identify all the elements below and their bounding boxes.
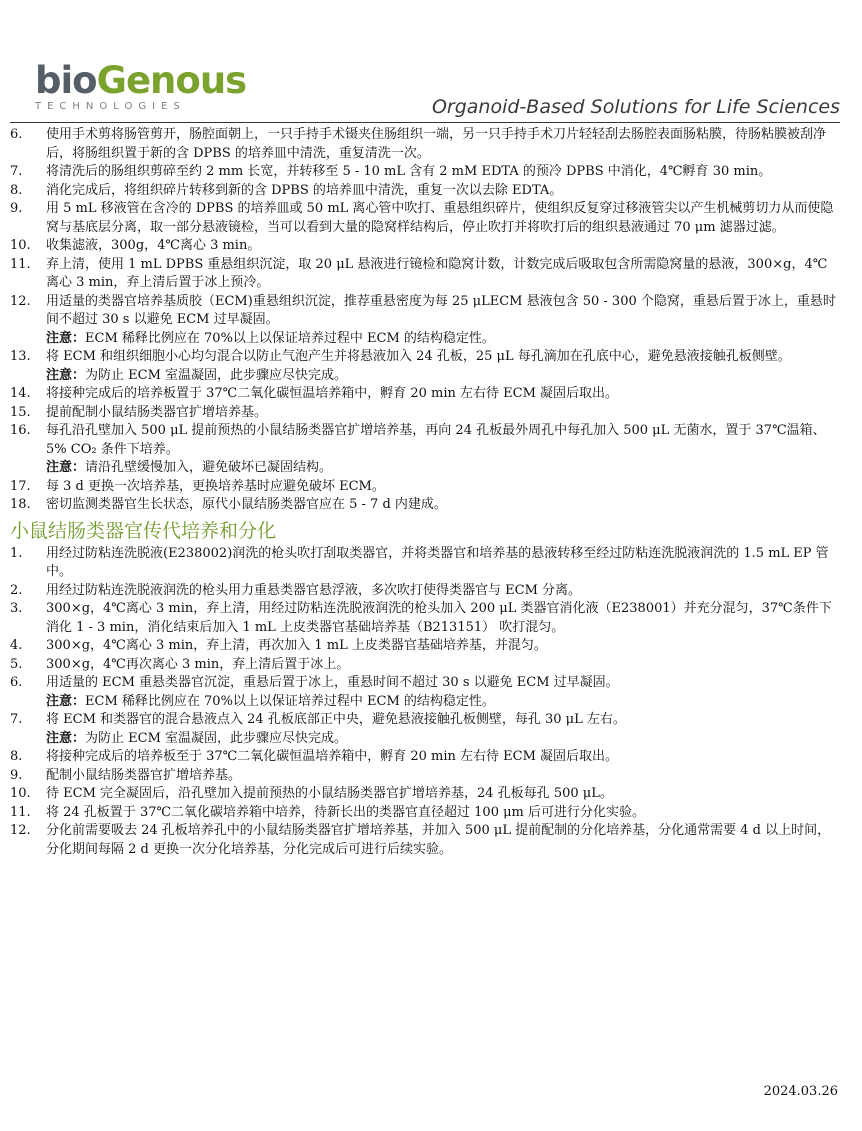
step-text: 收集滤液，300g，4℃离心 3 min。 [46,238,261,253]
step-number: 1. [10,545,23,561]
list-item [10,163,840,182]
section-title: 小鼠结肠类器官传代培养和分化 [10,519,277,542]
list-item [10,126,840,163]
list-item [10,478,840,497]
note-text: 为防止 ECM 室温凝固，此步骤应尽快完成。 [85,730,348,746]
note-text: ECM 稀释比例应在 70%以上以保证培养过程中 ECM 的结构稳定性。 [85,330,495,346]
step-number: 10. [10,786,31,801]
list-item [10,767,840,786]
note-text: 为防止 ECM 室温凝固，此步骤应尽快完成。 [85,367,348,383]
note-label: 注意： [46,460,86,475]
step-number: 2. [10,582,23,598]
list-item [10,385,840,404]
list-item [10,637,840,656]
list-item [10,200,840,237]
logo-wordmark [35,59,247,102]
step-note [46,730,840,749]
step-text: 300×g，4℃离心 3 min，弃上清，用经过防粘连洗脱液润洗的枪头加入 200 μL 类器官消化液（E238001）并充分混匀，37℃条件下消化 1 - 3 min，消化结束后加入 1 mL 上皮类器官基础培养基（B213151） 吹打混匀。 [46,601,832,635]
step-number: 12. [10,293,31,309]
list-item [10,804,840,823]
step-text: 分化前需要吸去 24 孔板培养孔中的小鼠结肠类器官扩增培养基，并加入 500 μL 提前配制的分化培养基，分化通常需要 4 d 以上时间，分化期间每隔 2 d 更换一次分化培养基，分化完成后可进行后续实验。 [46,823,831,857]
step-note [46,330,840,349]
logo-subtitle: TECHNOLOGIES [35,101,186,112]
step-text: 用经过防粘连洗脱液润洗的枪头用力重悬类器官悬浮液，多次吹打使得类器官与 ECM 分离。 [46,582,582,598]
step-number: 6. [10,675,23,690]
list-item [10,237,840,256]
list-item [10,496,840,515]
step-text: 将 ECM 和组织细胞小心均匀混合以防止气泡产生并将悬液加入 24 孔板，25 μL 每孔滴加在孔底中心，避免悬液接触孔板侧壁。 [46,349,791,364]
list-item [10,545,840,582]
step-text: 每 3 d 更换一次培养基，更换培养基时应避免破坏 ECM。 [46,478,385,494]
step-text: 将接种完成后的培养板至于 37℃二氧化碳恒温培养箱中，孵育 20 min 左右待 ECM 凝固后取出。 [46,749,619,764]
step-text: 用适量的 ECM 重悬类器官沉淀，重悬后置于冰上，重悬时间不超过 30 s 以避免 ECM 过早凝固。 [46,675,619,690]
step-number: 16. [10,423,31,438]
step-text: 将 ECM 和类器官的混合悬液点入 24 孔板底部正中央，避免悬液接触孔板侧壁，每孔 30 μL 左右。 [46,712,626,727]
list-item [10,256,840,293]
step-text: 提前配制小鼠结肠类器官扩增培养基。 [46,404,268,420]
header-divider [10,122,840,123]
list-item [10,656,840,675]
step-note [46,367,840,386]
list-item [10,748,840,767]
list-item [10,182,840,201]
note-label: 注意： [46,693,86,709]
step-text: 每孔沿孔壁加入 500 μL 提前预热的小鼠结肠类器官扩增培养基，再向 24 孔板最外周孔中每孔加入 500 μL 无菌水，置于 37℃温箱、5% CO₂ 条件下培养。 [46,423,826,457]
list-item [10,711,840,748]
step-number: 13. [10,349,31,364]
note-label: 注意： [46,367,86,383]
step-number: 6. [10,127,23,142]
note-label: 注意： [46,330,86,346]
list-item [10,348,840,385]
step-text: 将接种完成后的培养板置于 37℃二氧化碳恒温培养箱中，孵育 20 min 左右待 ECM 凝固后取出。 [46,386,619,401]
step-number: 8. [10,182,23,198]
step-number: 14. [10,386,31,401]
step-text: 将清洗后的肠组织剪碎至约 2 mm 长宽，并转移至 5 - 10 mL 含有 2 mM EDTA 的预冷 DPBS 中消化，4℃孵育 30 min。 [46,164,772,179]
list-item [10,422,840,478]
step-number: 7. [10,164,23,179]
step-text: 用适量的类器官培养基质胶（ECM)重悬组织沉淀，推荐重悬密度为每 25 μLECM 悬液包含 50 - 300 个隐窝，重悬后置于冰上，重悬时间不超过 30 s 以避免 ECM 过早凝固。 [46,293,836,327]
step-text: 待 ECM 完全凝固后，沿孔壁加入提前预热的小鼠结肠类器官扩增培养基，24 孔板每孔 500 μL。 [46,786,613,801]
step-text: 300×g，4℃再次离心 3 min，弃上清后置于冰上。 [46,656,350,672]
passage-differentiation-steps [10,545,840,860]
step-text: 将 24 孔板置于 37℃二氧化碳培养箱中培养，待新长出的类器官直径超过 100 μm 后可进行分化实验。 [46,804,646,820]
step-text: 消化完成后，将组织碎片转移到新的含 DPBS 的培养皿中清洗，重复一次以去除 EDTA。 [46,182,563,198]
step-number: 15. [10,404,31,420]
step-number: 9. [10,767,23,783]
step-number: 9. [10,201,23,216]
step-number: 17. [10,478,31,494]
step-number: 18. [10,497,31,512]
step-number: 11. [10,804,31,820]
step-text: 300×g，4℃离心 3 min，弃上清，再次加入 1 mL 上皮类器官基础培养基，并混匀。 [46,638,547,653]
list-item [10,822,840,859]
step-text: 密切监测类器官生长状态，原代小鼠结肠类器官应在 5 - 7 d 内建成。 [46,497,447,512]
step-text: 使用手术剪将肠管剪开，肠腔面朝上，一只手持手术镊夹住肠组织一端，另一只手持手术刀片轻轻刮去肠腔表面肠粘膜，待肠粘膜被刮净后，将肠组织置于新的含 DPBS 的培养皿中清洗，重复清洗一次。 [46,127,827,161]
primary-culture-steps [10,126,840,515]
list-item [10,404,840,423]
step-note [46,693,840,712]
step-number: 3. [10,601,23,616]
step-text: 配制小鼠结肠类器官扩增培养基。 [46,767,242,783]
note-label: 注意： [46,730,86,746]
list-item [10,600,840,637]
step-text: 用经过防粘连洗脱液(E238002)润洗的枪头吹打刮取类器官，并将类器官和培养基的悬液转移至经过防粘连洗脱液润洗的 1.5 mL EP 管中。 [46,545,829,579]
step-number: 10. [10,238,31,253]
list-item [10,582,840,601]
note-text: 请沿孔壁缓慢加入，避免破坏已凝固结构。 [85,460,333,475]
logo-bio-text: bio [35,59,97,102]
step-number: 8. [10,749,23,764]
step-text: 用 5 mL 移液管在含冷的 DPBS 的培养皿或 50 mL 离心管中吹打、重悬组织碎片，使组织反复穿过移液管尖以产生机械剪切力从而使隐窝与基底层分离，取一部分悬液镜检，当可以看到大量的隐窝样结构后，停止吹打并将吹打后的组织悬液通过 70 μm 滤器过滤。 [46,201,834,235]
document-body [10,126,840,859]
list-item [10,293,840,349]
list-item [10,674,840,711]
list-item [10,785,840,804]
step-number: 5. [10,656,23,672]
step-number: 12. [10,823,31,838]
biogenous-logo [35,59,247,112]
logo-genous-text: Genous [96,59,247,102]
note-text: ECM 稀释比例应在 70%以上以保证培养过程中 ECM 的结构稳定性。 [85,693,495,709]
header-tagline: Organoid-Based Solutions for Life Sciences [431,96,840,118]
step-number: 11. [10,256,31,272]
step-number: 4. [10,638,23,653]
step-number: 7. [10,712,23,727]
document-date: 2024.03.26 [763,1084,838,1099]
step-text: 弃上清，使用 1 mL DPBS 重悬组织沉淀，取 20 μL 悬液进行镜检和隐窝计数，计数完成后吸取包含所需隐窝量的悬液，300×g，4℃离心 3 min，弃上清后置于冰上预冷。 [46,256,828,290]
step-note [46,459,840,478]
